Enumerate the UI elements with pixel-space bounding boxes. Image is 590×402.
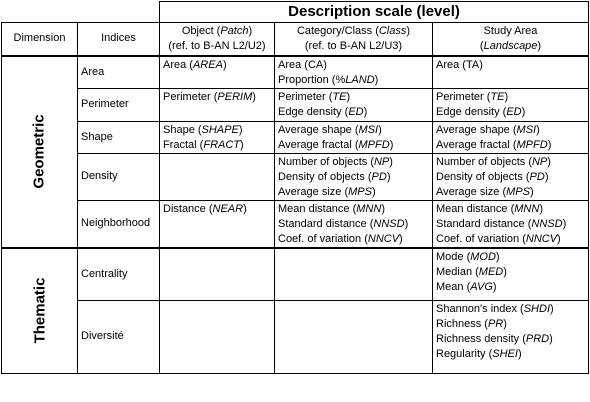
index-text: Richness density ( bbox=[436, 332, 526, 345]
index-code: NNSD bbox=[531, 217, 563, 230]
index-name-cell: Area bbox=[78, 56, 160, 89]
index-code: MOD bbox=[470, 251, 496, 263]
object-metric bbox=[163, 58, 271, 73]
index-text: Coef. of variation ( bbox=[278, 232, 368, 245]
index-text: Number of objects ( bbox=[278, 155, 374, 168]
study-cell bbox=[433, 248, 589, 300]
object-cell bbox=[160, 200, 275, 248]
study-cell bbox=[433, 88, 589, 121]
class-cell bbox=[275, 153, 433, 200]
index-code: MPFD bbox=[358, 138, 390, 151]
study-metric bbox=[436, 185, 585, 200]
index-text: ) bbox=[363, 105, 368, 118]
index-text: ) bbox=[222, 58, 227, 71]
index-text: Average fractal ( bbox=[278, 138, 359, 151]
study-cell bbox=[433, 200, 589, 248]
col-header-dimension: Dimension bbox=[2, 23, 78, 56]
study-cell bbox=[433, 56, 589, 89]
index-text: Average shape ( bbox=[436, 123, 517, 136]
study-metric bbox=[436, 105, 585, 120]
header-corner bbox=[2, 2, 160, 23]
class-metric bbox=[278, 123, 429, 138]
index-text: Edge density ( bbox=[436, 105, 507, 118]
dimension-cell bbox=[2, 56, 78, 249]
index-code: MSI bbox=[516, 123, 537, 136]
study-metric bbox=[436, 347, 585, 362]
object-cell bbox=[160, 248, 275, 300]
index-name-cell: Shape bbox=[78, 121, 160, 153]
index-code: MPS bbox=[506, 185, 530, 198]
index-code: MSI bbox=[358, 123, 379, 136]
study-metric bbox=[436, 332, 585, 347]
class-metric bbox=[278, 232, 429, 247]
index-name-cell: Centrality bbox=[78, 248, 160, 300]
index-code: NP bbox=[373, 155, 390, 168]
index-text: ) bbox=[503, 317, 507, 330]
index-name-cell: Perimeter bbox=[78, 88, 160, 121]
index-code: MED bbox=[478, 266, 504, 278]
dimension-cell bbox=[2, 248, 78, 373]
scale-title: Description scale (level) bbox=[160, 2, 589, 23]
index-text: ) bbox=[547, 138, 552, 151]
class-cell bbox=[275, 248, 433, 300]
object-metric bbox=[163, 202, 271, 217]
index-code: Landscape bbox=[483, 39, 538, 52]
index-code: PD bbox=[529, 170, 545, 183]
index-text: Regularity ( bbox=[436, 347, 493, 360]
index-text: ) bbox=[381, 202, 385, 215]
class-metric bbox=[278, 185, 429, 200]
col-header-study-label: Study Area bbox=[483, 24, 538, 37]
class-cell bbox=[275, 88, 433, 121]
table-row bbox=[2, 121, 589, 153]
index-code: NP bbox=[531, 155, 548, 168]
col-header-object bbox=[160, 23, 275, 56]
index-text: Object ( bbox=[181, 24, 221, 37]
index-code: ED bbox=[506, 105, 522, 118]
index-text: Mean distance ( bbox=[436, 202, 515, 215]
index-text: Mode ( bbox=[436, 251, 471, 263]
index-code: MPS bbox=[348, 185, 372, 198]
table-row bbox=[2, 153, 589, 200]
object-metric bbox=[163, 123, 271, 138]
index-text: ) bbox=[539, 202, 543, 215]
index-text: Coef. of variation ( bbox=[436, 232, 526, 245]
index-code: PD bbox=[371, 170, 387, 183]
index-text: ) bbox=[521, 105, 526, 118]
study-metric bbox=[436, 90, 585, 105]
study-metric bbox=[436, 155, 585, 170]
index-text: ) bbox=[240, 138, 244, 151]
index-code: MNN bbox=[514, 202, 540, 215]
index-text: Fractal ( bbox=[163, 138, 204, 151]
index-text: ) bbox=[378, 123, 382, 136]
class-metric bbox=[278, 58, 429, 73]
object-cell bbox=[160, 56, 275, 89]
index-text: Average size ( bbox=[278, 185, 349, 198]
index-text: ) bbox=[537, 39, 542, 52]
class-metric bbox=[278, 73, 429, 88]
table-row bbox=[2, 88, 589, 121]
index-text: ) bbox=[547, 155, 551, 168]
class-metric bbox=[278, 170, 429, 185]
index-text: Standard distance ( bbox=[278, 217, 374, 230]
index-text: ) bbox=[252, 90, 256, 103]
index-code: ED bbox=[348, 105, 364, 118]
index-code: MPFD bbox=[516, 138, 548, 151]
index-text: Perimeter ( bbox=[278, 90, 333, 103]
class-cell bbox=[275, 56, 433, 89]
index-code: SHDI bbox=[523, 302, 550, 315]
study-metric bbox=[436, 217, 585, 232]
index-text: Richness ( bbox=[436, 317, 488, 330]
index-text: ) bbox=[406, 24, 411, 37]
study-metric bbox=[436, 202, 585, 217]
study-metric bbox=[436, 123, 585, 138]
table-row bbox=[2, 200, 589, 248]
index-text: Mean ( bbox=[436, 281, 471, 293]
index-text: ) bbox=[557, 232, 561, 245]
index-text: ) bbox=[504, 90, 509, 103]
index-code: PERIM bbox=[217, 90, 253, 103]
col-header-object-sub: (ref. to B-AN L2/U2) bbox=[168, 39, 266, 52]
index-text: ) bbox=[495, 251, 500, 263]
index-text: Standard distance ( bbox=[436, 217, 532, 230]
index-text: Area (CA) bbox=[278, 58, 327, 71]
index-text: ) bbox=[492, 281, 497, 293]
index-text: Median ( bbox=[436, 266, 479, 278]
index-text: ) bbox=[503, 266, 507, 278]
index-text: ) bbox=[248, 24, 253, 37]
class-metric bbox=[278, 217, 429, 232]
dimension-label: Thematic bbox=[30, 277, 48, 344]
index-text: ) bbox=[389, 155, 393, 168]
class-cell bbox=[275, 200, 433, 248]
study-metric bbox=[436, 317, 585, 332]
class-metric bbox=[278, 202, 429, 217]
index-text: ) bbox=[346, 90, 351, 103]
index-text: Density of objects ( bbox=[436, 170, 530, 183]
index-text: Density of objects ( bbox=[278, 170, 372, 183]
index-code: TE bbox=[332, 90, 347, 103]
study-metric bbox=[436, 265, 585, 280]
study-metric bbox=[436, 170, 585, 185]
index-text: Average shape ( bbox=[278, 123, 359, 136]
index-text: Distance ( bbox=[163, 202, 213, 215]
index-code: PRD bbox=[525, 332, 550, 345]
index-text: ) bbox=[544, 170, 549, 183]
index-text: ) bbox=[389, 138, 394, 151]
index-text: Shannon's index ( bbox=[436, 302, 524, 315]
index-text: Area (TA) bbox=[436, 58, 483, 71]
index-text: ) bbox=[371, 185, 376, 198]
col-header-class bbox=[275, 23, 433, 56]
index-name-cell: Neighborhood bbox=[78, 200, 160, 248]
indices-table bbox=[1, 1, 589, 374]
index-text: ) bbox=[243, 202, 247, 215]
object-cell bbox=[160, 88, 275, 121]
study-cell bbox=[433, 300, 589, 373]
index-text: ) bbox=[550, 302, 554, 315]
index-code: NNCV bbox=[525, 232, 558, 245]
table-row bbox=[2, 300, 589, 373]
study-cell bbox=[433, 153, 589, 200]
class-cell bbox=[275, 121, 433, 153]
class-metric bbox=[278, 138, 429, 153]
class-metric bbox=[278, 90, 429, 105]
object-metric bbox=[163, 138, 271, 153]
index-text: ) bbox=[536, 123, 540, 136]
object-cell bbox=[160, 153, 275, 200]
study-metric bbox=[436, 138, 585, 153]
index-code: MNN bbox=[356, 202, 382, 215]
table-body bbox=[2, 56, 589, 374]
index-code: SHEI bbox=[492, 347, 518, 360]
index-text: ) bbox=[374, 73, 379, 86]
index-code: PR bbox=[487, 317, 504, 330]
study-cell bbox=[433, 121, 589, 153]
index-code: NEAR bbox=[212, 202, 244, 215]
index-text: ) bbox=[404, 217, 409, 230]
index-text: Perimeter ( bbox=[163, 90, 218, 103]
index-code: FRACT bbox=[203, 138, 241, 151]
index-text: Proportion (% bbox=[278, 73, 346, 86]
col-header-class-label bbox=[278, 24, 429, 39]
class-cell bbox=[275, 300, 433, 373]
col-header-study-sub bbox=[436, 39, 585, 54]
col-header-indices: Indices bbox=[78, 23, 160, 56]
class-metric bbox=[278, 155, 429, 170]
table-row bbox=[2, 248, 589, 300]
index-code: AVG bbox=[470, 281, 493, 293]
table-row bbox=[2, 56, 589, 89]
index-text: ) bbox=[529, 185, 534, 198]
class-metric bbox=[278, 105, 429, 120]
index-text: ) bbox=[549, 332, 553, 345]
study-metric bbox=[436, 58, 585, 73]
study-metric bbox=[436, 280, 585, 295]
index-name-cell: Density bbox=[78, 153, 160, 200]
index-code: TE bbox=[490, 90, 505, 103]
index-text: ( bbox=[479, 39, 484, 52]
index-code: Class bbox=[378, 24, 407, 37]
col-header-study bbox=[433, 23, 589, 56]
index-text: Average size ( bbox=[436, 185, 507, 198]
index-code: AREA bbox=[192, 58, 223, 71]
index-text: ) bbox=[562, 217, 567, 230]
object-cell bbox=[160, 300, 275, 373]
index-text: Mean distance ( bbox=[278, 202, 357, 215]
object-metric bbox=[163, 90, 271, 105]
index-text: ) bbox=[386, 170, 391, 183]
study-metric bbox=[436, 232, 585, 247]
index-text: Average fractal ( bbox=[436, 138, 517, 151]
col-header-object-label bbox=[163, 24, 271, 39]
study-metric bbox=[436, 250, 585, 265]
index-code: SHAPE bbox=[201, 123, 239, 136]
dimension-label: Geometric bbox=[30, 114, 48, 189]
index-text: Edge density ( bbox=[278, 105, 349, 118]
index-code: NNSD bbox=[373, 217, 405, 230]
index-code: NNCV bbox=[367, 232, 400, 245]
index-text: Perimeter ( bbox=[436, 90, 491, 103]
index-text: Area ( bbox=[163, 58, 193, 71]
index-text: Number of objects ( bbox=[436, 155, 532, 168]
index-text: Category/Class ( bbox=[296, 24, 379, 37]
col-header-class-sub: (ref. to B-AN L2/U3) bbox=[304, 39, 403, 52]
index-name-cell: Diversité bbox=[78, 300, 160, 373]
index-text: ) bbox=[517, 347, 522, 360]
index-text: ) bbox=[399, 232, 403, 245]
object-cell bbox=[160, 121, 275, 153]
study-metric bbox=[436, 302, 585, 317]
index-text: Shape ( bbox=[163, 123, 202, 136]
index-text: ) bbox=[238, 123, 243, 136]
index-code: Patch bbox=[220, 24, 249, 37]
index-code: LAND bbox=[345, 73, 375, 86]
